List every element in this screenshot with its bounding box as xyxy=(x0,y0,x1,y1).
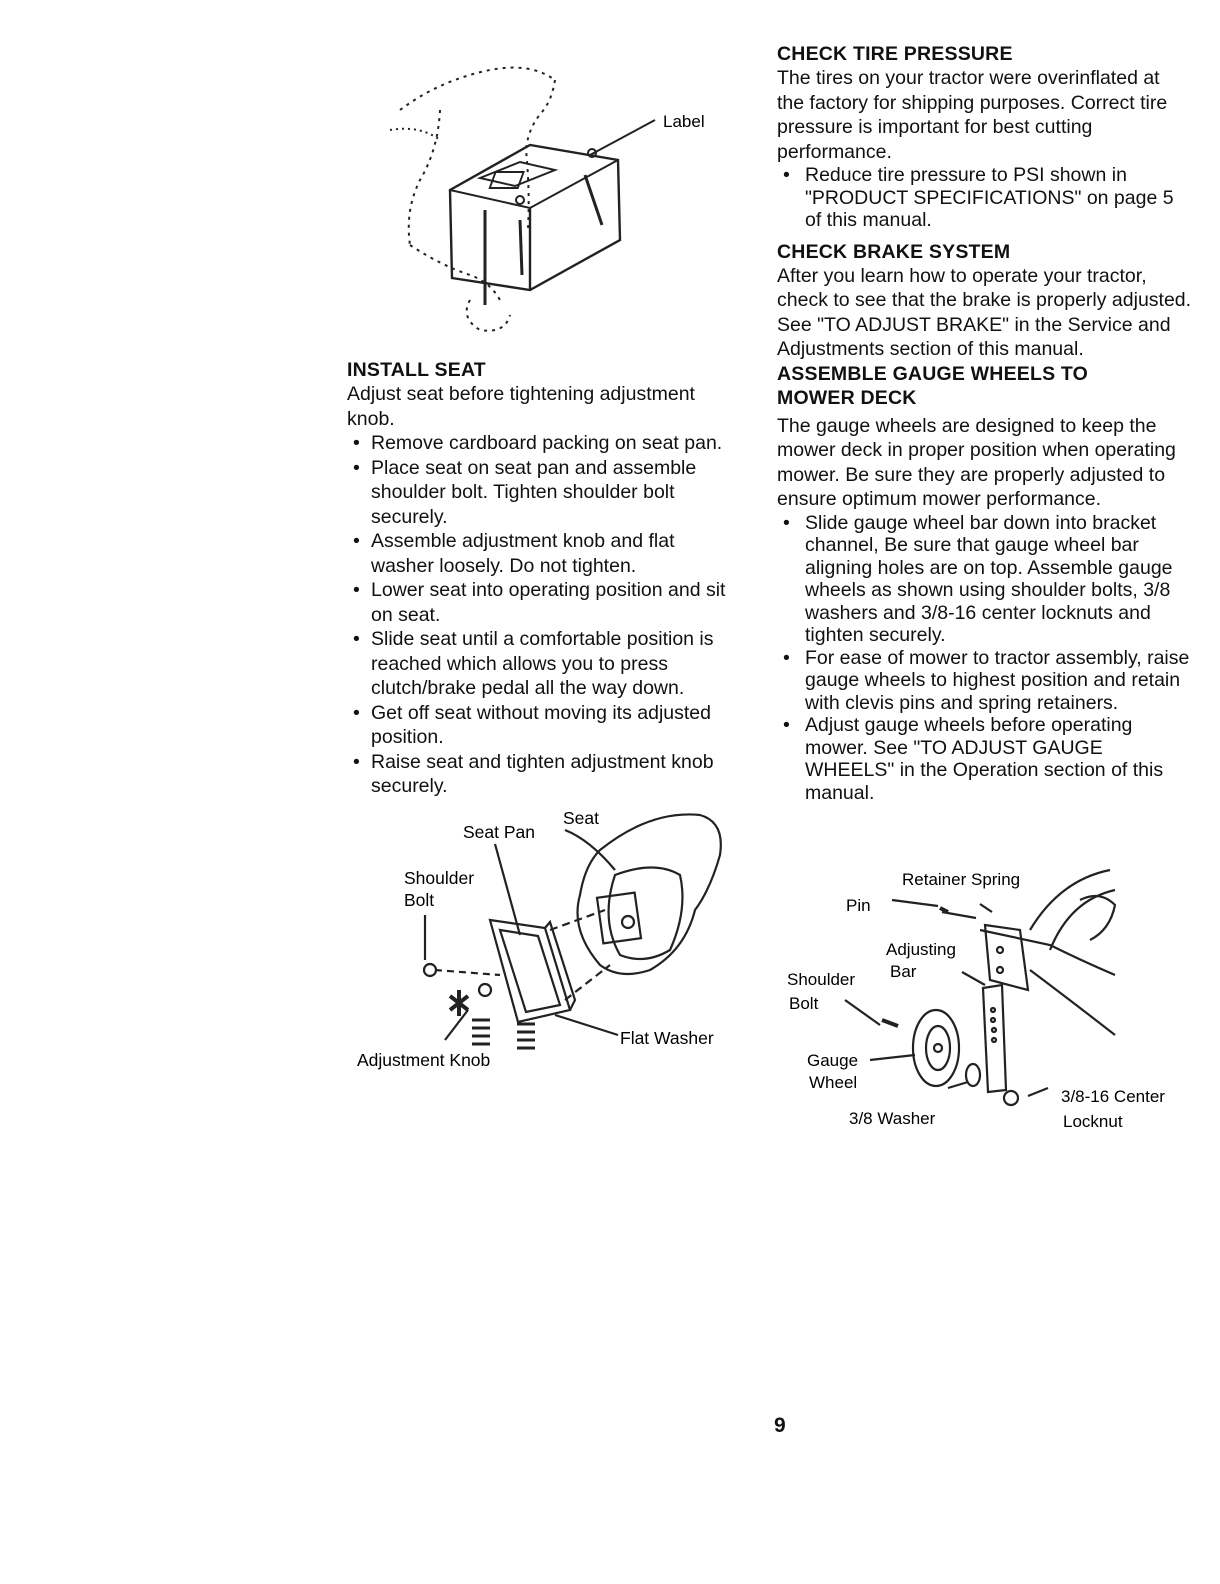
seat-label: Seat xyxy=(563,808,599,828)
list-item: • Reduce tire pressure to PSI shown in "PRODUCT SPECIFICATIONS" on page 5 of this manual. xyxy=(777,164,1195,232)
shoulder-label: Shoulder xyxy=(404,868,475,888)
seat-pan-label: Seat Pan xyxy=(463,822,535,842)
flat-washer-label: Flat Washer xyxy=(620,1028,714,1048)
bolt-label: Bolt xyxy=(404,890,435,910)
install-seat-list xyxy=(347,431,767,799)
assemble-gauge-wheels-heading-line2: MOWER DECK xyxy=(777,386,917,409)
assemble-gauge-wheels-heading-line1: ASSEMBLE GAUGE WHEELS TO xyxy=(777,362,1089,385)
right-column xyxy=(777,42,1197,804)
tire-pressure-list xyxy=(777,164,1197,232)
list-item: • Get off seat without moving its adjusted position. xyxy=(347,701,761,750)
washer-label: 3/8 Washer xyxy=(849,1109,936,1128)
pin-label: Pin xyxy=(846,896,871,915)
retainer-spring-label: Retainer Spring xyxy=(902,870,1021,889)
wheel-label: Wheel xyxy=(809,1073,858,1092)
battery-figure xyxy=(380,50,720,340)
list-item: • Place seat on seat pan and assemble shoulder bolt. Tighten shoulder bolt securely. xyxy=(347,456,741,530)
locknut-label: Locknut xyxy=(1063,1112,1123,1131)
check-tire-pressure-body: The tires on your tractor were overinflated at the factory for shipping purposes. Correct tire pressure is important for best cutting performance. xyxy=(777,67,1168,163)
check-brake-system-body: After you learn how to operate your tractor, check to see that the brake is properly adjusted. See "TO ADJUST BRAKE" in the Service and Adjustments section of this manual. xyxy=(777,264,1192,360)
list-item: • Remove cardboard packing on seat pan. xyxy=(347,431,767,456)
gauge-wheels-list xyxy=(777,512,1197,805)
bolt-label: Bolt xyxy=(789,994,819,1013)
install-seat-heading: INSTALL SEAT xyxy=(347,359,486,381)
seat-figure xyxy=(350,800,770,1080)
check-tire-pressure-heading: CHECK TIRE PRESSURE xyxy=(777,43,1013,65)
adjustment-knob-label: Adjustment Knob xyxy=(357,1050,491,1070)
list-item: • For ease of mower to tractor assembly, raise gauge wheels to highest position and retain with clevis pins and spring retainers. xyxy=(777,647,1205,715)
list-item: • Slide gauge wheel bar down into bracket channel, Be sure that gauge wheel bar aligning holes are on top. Assemble gauge wheels as shown using shoulder bolts, 3/8 washers and 3/8-16 center locknuts and tighten securely. xyxy=(777,512,1210,647)
list-item: • Lower seat into operating position and sit on seat. xyxy=(347,578,751,627)
gauge-label: Gauge xyxy=(807,1051,859,1070)
check-brake-system-heading: CHECK BRAKE SYSTEM xyxy=(777,240,1011,263)
center-locknut-label: 3/8-16 Center xyxy=(1061,1087,1165,1106)
list-item: • Raise seat and tighten adjustment knob securely. xyxy=(347,750,771,799)
adjusting-label: Adjusting xyxy=(886,940,956,959)
gauge-wheel-figure xyxy=(780,860,1200,1150)
battery-label: Label xyxy=(663,112,705,131)
bar-label: Bar xyxy=(890,962,917,981)
list-item: • Assemble adjustment knob and flat washer loosely. Do not tighten. xyxy=(347,529,731,578)
install-seat-section xyxy=(347,358,767,799)
install-seat-intro: Adjust seat before tightening adjustment knob. xyxy=(347,383,695,430)
shoulder-label: Shoulder xyxy=(787,970,856,989)
page-number: 9 xyxy=(774,1414,786,1437)
assemble-gauge-wheels-body: The gauge wheels are designed to keep the mower deck in proper position when operating mower. Be sure they are properly adjusted to ensure optimum mower performance. xyxy=(777,414,1176,510)
list-item: • Slide seat until a comfortable position is reached which allows you to press clutch/brake pedal all the way down. xyxy=(347,627,761,701)
list-item: • Adjust gauge wheels before operating mower. See "TO ADJUST GAUGE WHEELS" in the Operation section of this manual. xyxy=(777,714,1185,804)
